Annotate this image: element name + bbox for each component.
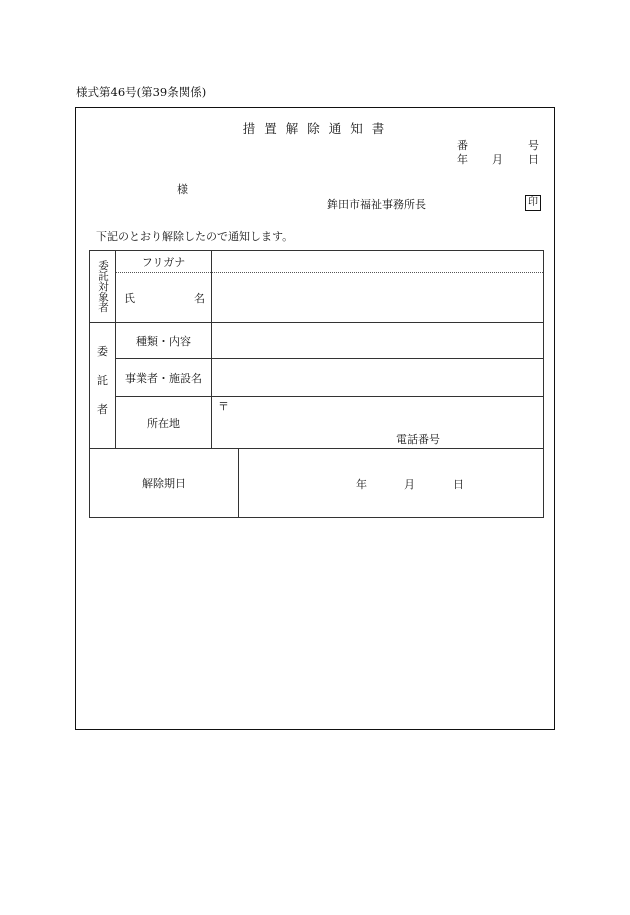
details-table — [89, 250, 544, 449]
cancel-day-label: 日 — [453, 478, 464, 491]
date-day-label: 日 — [528, 153, 539, 166]
name-label-2: 名 — [194, 291, 205, 305]
consignee-heading — [90, 323, 116, 449]
postal-mark: 〒 — [218, 400, 229, 413]
furigana-label: フリガナ — [116, 251, 212, 273]
name-label — [116, 273, 212, 323]
cancel-month-label: 月 — [404, 478, 415, 491]
type-label: 種類・内容 — [116, 323, 212, 359]
business-label: 事業者・施設名 — [116, 359, 212, 397]
document-title: 措置解除通知書 — [242, 121, 394, 136]
number-label-go: 号 — [528, 139, 539, 152]
phone-label: 電話番号 — [396, 433, 440, 446]
date-year-label: 年 — [457, 153, 468, 166]
consignee-heading-1: 委 — [97, 345, 108, 358]
address-field[interactable] — [212, 397, 544, 449]
cancellation-label: 解除期日 — [90, 449, 239, 518]
seal-mark: 印 — [525, 195, 541, 211]
business-field[interactable] — [212, 359, 544, 397]
cancel-year-label: 年 — [356, 478, 367, 491]
furigana-field[interactable] — [212, 251, 544, 273]
sender-name: 鉾田市福祉事務所長 — [327, 198, 426, 211]
name-field[interactable] — [212, 273, 544, 323]
type-field[interactable] — [212, 323, 544, 359]
name-label-1: 氏 — [124, 291, 135, 305]
form-number: 様式第46号(第39条関係) — [76, 85, 207, 99]
number-label-ban: 番 — [457, 139, 468, 152]
subject-heading: 委託対象者 — [90, 251, 116, 323]
intro-text: 下記のとおり解除したので通知します。 — [96, 230, 294, 243]
cancellation-table — [89, 448, 544, 518]
consignee-heading-2: 託 — [97, 374, 108, 387]
address-label: 所在地 — [116, 397, 212, 449]
addressee-suffix: 様 — [177, 183, 188, 196]
date-month-label: 月 — [492, 153, 503, 166]
consignee-heading-3: 者 — [97, 403, 108, 416]
cancellation-date-field[interactable] — [239, 449, 544, 518]
